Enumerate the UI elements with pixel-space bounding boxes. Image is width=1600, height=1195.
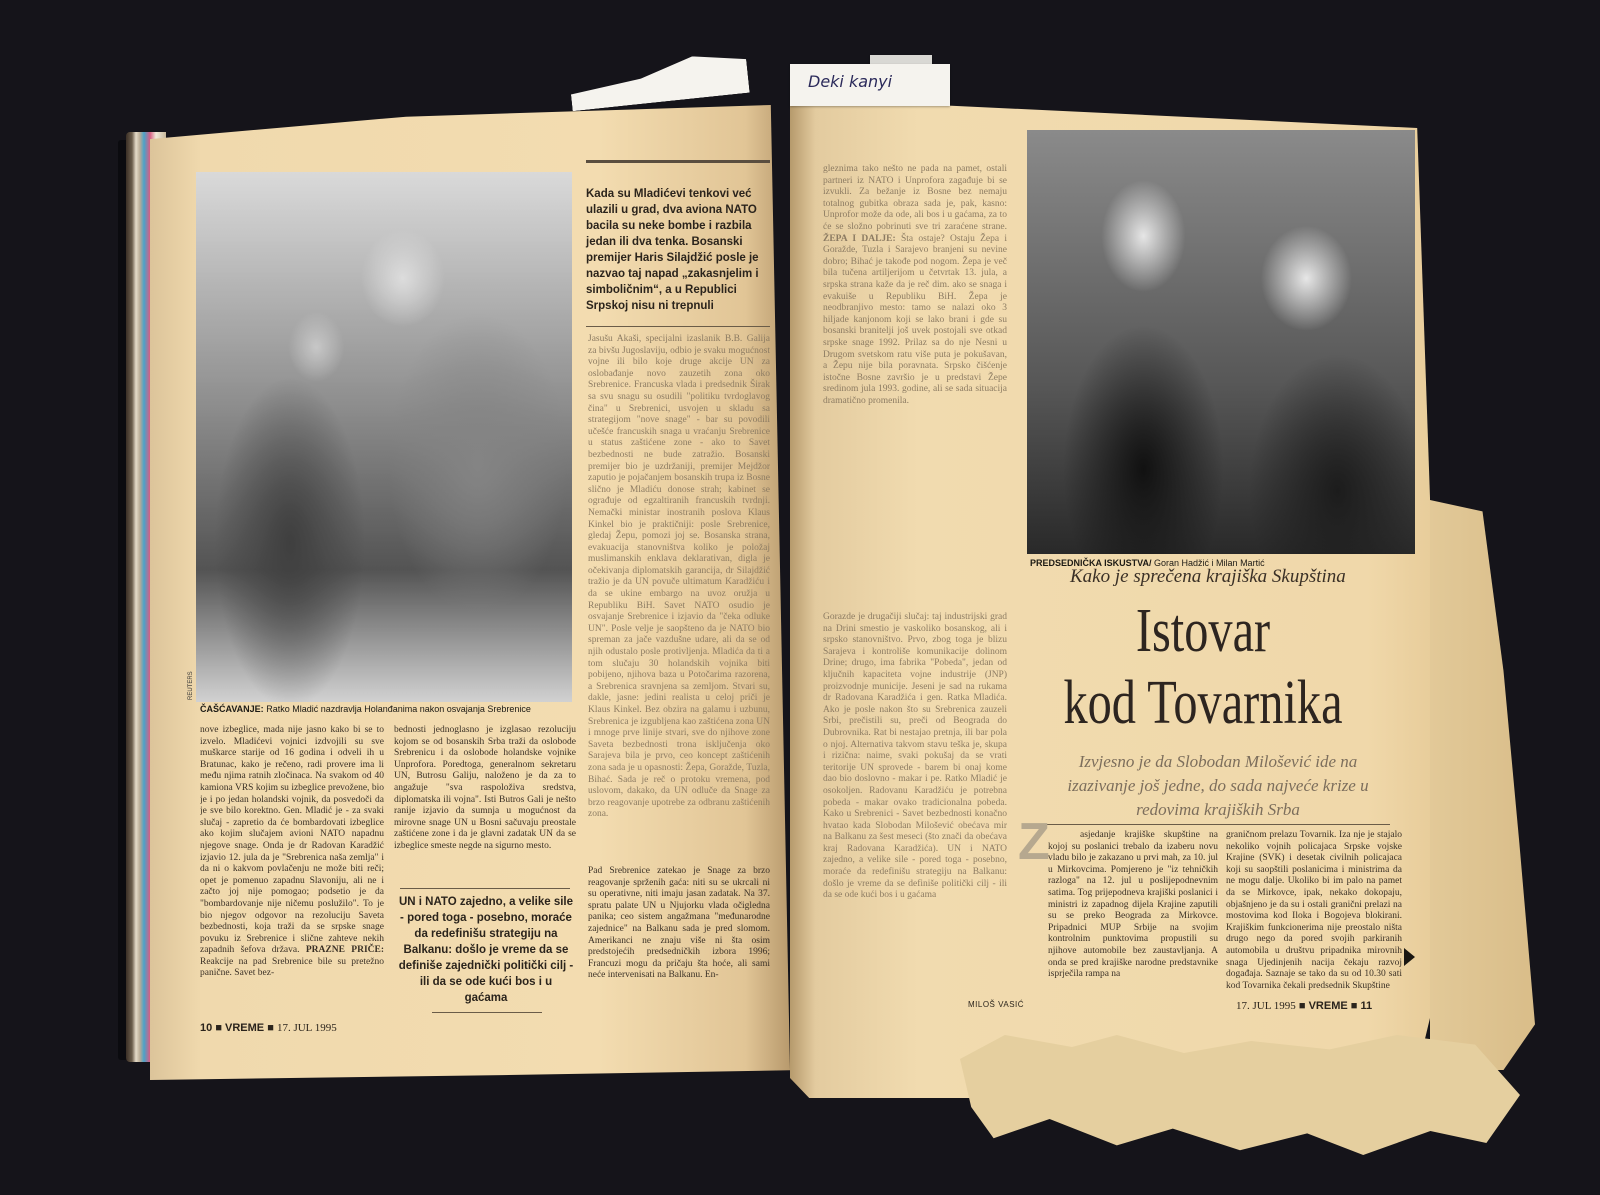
bottom-pullquote: UN i NATO zajedno, a velike sile - pored toga - posebno, moraće da redefinišu strategiju na Balkanu: došlo je vreme da se definiše zajednički politički cilj - ili da se ode kući bos i u gaćama	[398, 896, 574, 1004]
right-folio-brand: VREME	[1308, 1000, 1348, 1012]
top-rule-left	[586, 160, 770, 163]
right-folio-square: ■	[1298, 1000, 1306, 1012]
author-signature: MILOŠ VASIĆ	[968, 1000, 1025, 1009]
zepa-text: Šta ostaje? Ostaju Žepa i Goražde, Tuzla i Sarajevo branjeni su nevine dobro; Bihać je takođe pod nogom. Žepa je več bila tučena artiljerijom u četvrtak 13. jula, a srpska strana kaže da je reč dim. ako se snaga i evakuiše u Republiku BiH. Žepa je neodbranjivo mesto: tamo se nalazi oko 3 hiljade kanjonom koji se lako brani i gde su bosanski branitelji još uvek postojali sve otkad srpske snage 1992. Prilaz sa do nje Nesni u Drugom svetskom ratu više puta je pokušavan, a Žepu nije bila poravnata. Srpsko čišćenje istočne Bosne završio je u predstavi Žepe sredinom jula 1993. godine, ali se sada situacija dramatično promenila.	[823, 233, 1007, 406]
left-column-bottom-mid: bednosti jednoglasno je izglasao rezoluciju kojom se od bosanskih Srba traži da oslobode Srebrenicu i da oslobode holandske vojnike Unprofora. Poredtoga, generalnom sekretaru UN, Butrosu Galiju, naloženo je da za to angažuje "sva raspoloživa sredstva, diplomatska ili vojna". Isti Butros Gali je nešto ranije izjavio da sumnja u mogućnost da mirovne snage UN u Bosni sačuvaju preostale zaštićene zone i da je glavni zadatak UN da se izbeglice smeste negde na sigurno mesto.	[394, 725, 576, 851]
right-col-mid-text: Gorazde je drugačiji slučaj: taj industrijski grad na Drini smestio je vaskoliko bosanskog, ali i srpsko stanovništvo. Prvo, zbog toga je blizu Sarajeva i kontroliše komunikacije dolinom Drine; drugo, ima fabrika "Pobeda", jedan od ključnih kapaciteta vojne industrije (JNP) proizvodnje municije. Jeseni je sad na rukama dr Radovana Karadžića i gen. Ratka Mladića. Ako je posle nakon što su Srebrenica zauzeli Srbi, prečistili su, preči od Beograda do Dubrovnika. Rat bi nestajao pretnja, ili bar pola o njoj. Alternativa takvom stavu teška je, skupa i rizična: naime, svaki pokušaj da se vrati teritorije UN sprovede - barem bi onaj kome dao bio doslovno - makar i pe. Ratko Mladić je osokoljen. Radovanu Karadžiću je potrebna pobeda - makar ovako tradicionalna pobeda.	[823, 612, 1007, 808]
left-folio-brand: VREME	[225, 1022, 265, 1034]
left-column-bottom-left	[200, 725, 384, 1007]
left-col-bottom-text: nove izbeglice, mada nije jasno kako bi se to izvelo. Mladićevi vojnici izdvojili su sve muškarce starije od 16 godina i odveli ih u Bratunac, kako je rečeno, radi provere ima li među njima ratnih zločinaca. Na svakom od 40 kamiona VRS kojim su izbeglice prevožene, bio je i po jedan holandski vojnik, da posvedoči da je sve bilo korektno. Gen. Mladić je - za svaki slučaj - zapretio da će bombardovati izbeglice ako kojim slučajem avioni NATO napadnu njegove snage. Onda je dr Radovan Karadžić izjavio 12. jula da je "Srebrenica naša zemlja" i da ni o kakvom povlačenju ne može biti reči; opet je pomenuo zapadnu Slavoniju, ali ne i začto joj nije pomogao; podsetio je da "bombardovanje nije ničemu poslužilo". To je bio njegov odgovor na rezoluciju Saveta bezbednosti, koja traži da se srpske snage povuku iz Srebrenice i slične zahteve nekih zapadnih šefova država.	[200, 725, 384, 956]
drop-cap: Z	[1018, 813, 1050, 871]
mladic-toast-photo	[196, 172, 572, 702]
bottom-pullquote-rule	[432, 1012, 542, 1013]
right-page-curl	[1430, 500, 1535, 1070]
right-caption-text: Goran Hadžić i Milan Martić	[1154, 558, 1265, 568]
torn-page-edge	[960, 1035, 1520, 1155]
left-caption-text: Ratko Mladić nazdravlja Holanđanima nakon osvajanja Srebrenice	[266, 704, 531, 714]
right-page-number: 11	[1360, 1000, 1373, 1012]
left-column-upper-right: Jasušu Akaši, specijalni izaslanik B.B. Galija za bivšu Jugoslaviju, odbio je svaku mogućnost vojne ili bilo koje druge akcije UN za oslobađanje novo zauzetih zona oko Srebrenice. Francuska vlada i predsednik Širak sa svu snagu su osudili "politiku tvrdoglavog čina" u Srebrenici, usvojen u skladu sa strategijom "nove snage" - bar su povodili učešće francuskih snaga u vraćanju Srebrenice u status zaštićene zone - ako to Savet bezbednosti ne bude zatražio. Bosanski premijer bio je uzdržaniji, premijer Mejdžor zaputio je pojačanjem bosanskih trupa iz Bosne slično je Mladiću donose strah; kabinet se ograđuje od egzaltiranih francuskih tvrdnji. Nemački ministar inostranih poslova Klaus Kinkel bio je praktičniji: posle Srebrenice, gledaj Žepu, pomozi joj se. Bosanska strana, evakuacija stanovništva koliko je položaj muslimanskih enklava deklarativan, digla je očekivanja diplomatskih garancija, dr Silajdžić tražio je da UN povuče ultimatum Karadžiću i da se ukine embargo na uvoz oružja u Republiku BiH. Savet NATO osudio je osvajanje Srebrenice i izjavio da "čeka odluke UN". Posle velje je saopšteno da je NATO bio spreman za jače vazdušne udare, ali da se od njih odustalo posle protivljenja. Mladića da ti a tom slučaju 30 holandskih vojnika biti pobijeno, njihova baza u Potočarima razorena, a Srebrenica sravnjena sa zemljom. Stvari su, dakle, jasne: jedini realista u celoj priči je Klaus Kinkel. Bez obzira na galamu i uzbunu, Srebrenica je izgubljena kao zaštićena zona UN i mnoge prve linije stvari, sve do njihove zone Saveta bezbednosti trona isključenja oko Sarajeva bila je prvo, ceo koncept zaštićenih zona sada je u opasnosti: Žepa, Goražde, Tuzla, Bihać. Sada je reč o protoku vremena, pod uslovom, dakako, da UN odluče da Snage za brzo reagovanje upotrebe za odbranu zaštićenih zona.	[588, 334, 770, 820]
prazne-price-subhead: PRAZNE PRIČE:	[305, 945, 384, 956]
right-body-column-1: asjedanje krajiške skupštine na kojoj su poslanici trebalo da izaberu novu vladu bilo je zakazano u prvi mah, za 10. jul u Mirkovcima. Pomjereno je "iz tehničkih razloga" na 12. jul u poslijepodnevnim satima. Tog prijepodneva krajiški poslanici i ministri iz zapadnog dijela Krajine zaputili su se preko Beograda za Mirkovce. Pripadnici MUP Srbije na svojim kontrolnim punktovima propustili su njihove automobile bez zaustavljanja. A onda se pred krajiške narodne predstavnike isprječila rampa na	[1048, 830, 1218, 980]
paper-tab-left	[568, 51, 749, 111]
left-photo-caption	[200, 704, 580, 714]
hadzic-martic-photo	[1027, 130, 1415, 554]
left-folio-square2: ■	[267, 1022, 274, 1034]
left-folio-date: 17. JUL 1995	[276, 1022, 337, 1034]
right-folio-date: 17. JUL 1995	[1236, 1000, 1296, 1012]
right-folio	[1236, 1000, 1372, 1012]
bookmark-handwriting: Deki kanyi	[808, 72, 893, 91]
headline-line-1: Istovar	[1135, 597, 1271, 665]
right-column-mid	[823, 612, 1007, 996]
left-page-number: 10	[200, 1022, 213, 1034]
photo-credit: REUTERS	[188, 671, 194, 700]
right-col-mid-tail: Kako u Srebrenici - Savet bezbednosti konačno hvatao kada Slobodan Milošević obećava mir na Balkanu za šest meseci (što znači da obećava kraj Radovana Karadžića). UN i NATO zajedno, a velike sile - pored toga - posebno, moraće da redefinišu strategiju na Balkanu: došlo je vreme da se definiše politički cilj - ili da se ode kući bos i u gaćama	[823, 809, 1007, 901]
right-body-column-2: graničnom prelazu Tovarnik. Iza nje je stajalo nekoliko vojnih policajaca Srpske vojske Krajine (SVK) i desetak civilnih policajaca koji su saopštili poslanicima i ministrima da ne mogu dalje. Ukoliko bi im palo na pamet da se Mirkovce, ipak, nekako dokopaju, objašnjeno je da su i ostali granični prelazi na mostovima kod Iloka i Bogojeva blokirani. Krajiškim funkcionerima nije preostalo ništa drugo nego da pored svojih parkiranih automobila u društvu pripadnika mirovnih snaga Ujedinjenih nacija čekaju razvoj događaja. Saznaje se tako da su od 10.30 sati kod Tovarnika čekali predsednik Skupštine	[1226, 830, 1402, 991]
right-folio-square2: ■	[1350, 1000, 1358, 1012]
article-deck: Izvjesno je da Slobodan Milošević ide na izazivanje još jedne, do sada najveće krize u redovima krajiških Srba	[1067, 752, 1369, 819]
bottom-pullquote-rule-top	[400, 888, 570, 889]
right-col-top-text: gleznima tako nešto ne pada na pamet, ostali partneri iz NATO i Unprofora zagađuje bi se izvukli. Za bežanje iz Bosne bez nemaju totalnog gubitka obraza sada je, pak, kasno: Unprofor može da ode, ali bos i u gaćama, za to će se složno pobrinuti sve tri zaraćene strane.	[823, 164, 1007, 232]
left-folio	[200, 1022, 337, 1034]
prazne-price-text: Reakcije na pad Srebrenice bile su pretežno panične. Savet bez-	[200, 956, 384, 979]
left-column-bottom-right: Pad Srebrenice zatekao je Snage za brzo reagovanje sprženih gaća: niti su se ukrcali ni su operativne, niti imaju jasan zadatak. Na 37. spratu palate UN u Njujorku vlada očigledna panika; ceo sistem angažmana "međunarodne zajednice" na Balkanu sada je pred slomom. Amerikanci ne znaju više ni šta osim predstojećih predsedničkih izbora 1996; Francuzi mogu da pričaju šta hoće, ali sami neće intervenisati na Balkanu. En-	[588, 866, 770, 981]
zepa-subhead: ŽEPA I DALJE:	[823, 233, 896, 244]
right-column-top	[823, 164, 1007, 604]
left-caption-label: ČAŠĆAVANJE:	[200, 704, 264, 714]
continue-arrow-icon	[1404, 948, 1415, 966]
article-kicker: Kako je sprečena krajiška Skupština	[1070, 566, 1346, 587]
headline-line-2: kod Tovarnika	[1063, 669, 1343, 737]
left-folio-square: ■	[215, 1022, 222, 1034]
article-headline	[1059, 595, 1348, 739]
deck-rule	[1040, 824, 1390, 825]
right-caption-label: PREDSEDNIČKA ISKUSTVA/	[1030, 558, 1152, 568]
intro-pullquote-rule	[586, 326, 770, 327]
intro-pullquote: Kada su Mladićevi tenkovi već ulazili u grad, dva aviona NATO bacila su neke bombe i razbila jedan ili dva tenka. Bosanski premijer Haris Silajdžić posle je nazvao taj napad „zakasnjelim i simboličnim“, a u Republici Srpskoj nisu ni trepnuli	[586, 188, 759, 312]
